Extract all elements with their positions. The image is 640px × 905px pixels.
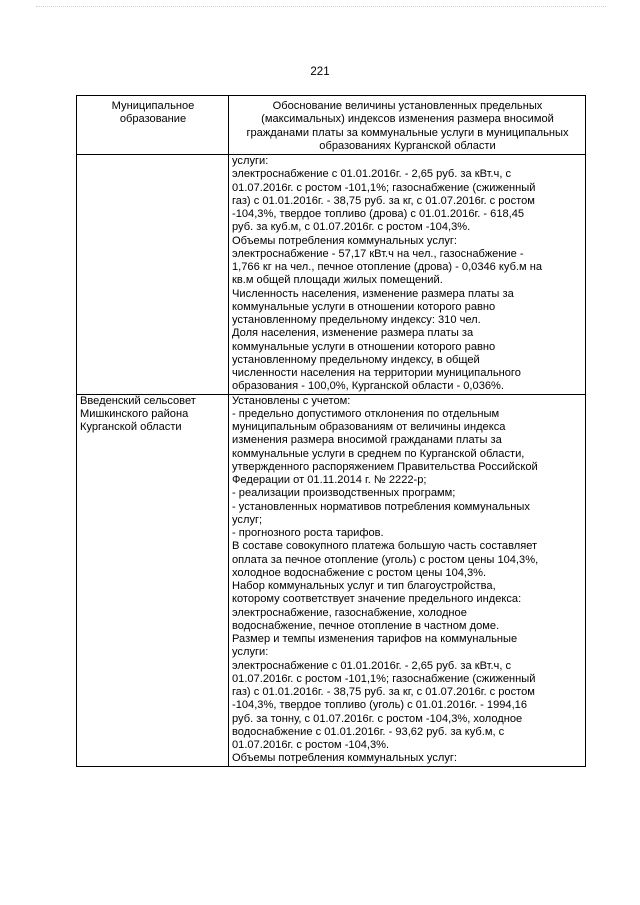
text-line: утвержденного распоряжением Правительства Российской bbox=[232, 460, 538, 473]
text-line: 01.07.2016г. с ростом -101,1%; газоснабжение (сжиженный bbox=[232, 672, 536, 685]
municipality-name-line: Мишкинского района bbox=[80, 407, 189, 420]
row1-justification-cell bbox=[229, 155, 586, 395]
table-header-row bbox=[77, 96, 586, 155]
text-line: - прогнозного роста тарифов. bbox=[232, 527, 384, 539]
text-line: 01.07.2016г. с ростом -104,3%. bbox=[232, 739, 390, 751]
text-line: Набор коммунальных услуг и тип благоустройства, bbox=[232, 580, 496, 592]
text-line: руб. за куб.м, с 01.07.2016г. с ростом -104,3%. bbox=[232, 221, 471, 234]
header-justification: Обоснование величины установленных предельных (максимальных) индексов изменения размера вносимой гражданами платы за коммунальные услуги в муниципальных образованиях Курганской области bbox=[229, 96, 586, 155]
text-line: Федерации от 01.11.2014 г. № 2222-р; bbox=[232, 474, 427, 486]
municipality-name-line: Курганской области bbox=[80, 421, 182, 433]
text-line: электроснабжение - 57,17 кВт.ч на чел., газоснабжение - bbox=[232, 247, 524, 260]
text-line: Размер и темпы изменения тарифов на коммунальные bbox=[232, 633, 518, 645]
text-line: электроснабжение с 01.01.2016г. - 2,65 руб. за кВт.ч, с bbox=[232, 659, 512, 672]
row2-municipality-cell bbox=[77, 394, 229, 766]
table-row bbox=[77, 394, 586, 766]
text-line: 01.07.2016г. с ростом -101,1%; газоснабжение (сжиженный bbox=[232, 181, 536, 194]
text-line: оплата за печное отопление (уголь) с ростом цены 104,3%, bbox=[232, 553, 539, 566]
text-line: услуги: bbox=[232, 646, 269, 659]
scan-artifact-line bbox=[36, 6, 606, 8]
text-line: водоснабжение, печное отопление в частном доме. bbox=[232, 619, 500, 632]
row1-municipality-cell bbox=[77, 155, 229, 395]
text-line: услуг; bbox=[232, 513, 263, 526]
text-line: В составе совокупного платежа большую часть составляет bbox=[232, 540, 538, 553]
text-line: -104,3%, твердое топливо (уголь) с 01.01.2016г. - 1994,16 bbox=[232, 699, 528, 712]
text-line: газ) с 01.01.2016г. - 38,75 руб. за кг, с 01.07.2016г. с ростом bbox=[232, 194, 535, 207]
text-line: 1,766 кг на чел., печное отопление (дрова) - 0,0346 куб.м на bbox=[232, 261, 543, 273]
text-line: установленному предельному индексу: 310 чел. bbox=[232, 314, 481, 326]
text-line: образования - 100,0%, Курганской области - 0,036%. bbox=[232, 380, 504, 393]
municipality-name-line: Введенский сельсовет bbox=[80, 394, 196, 407]
text-line: водоснабжение с 01.01.2016г. - 93,62 руб. за куб.м, с bbox=[232, 725, 505, 738]
text-line: изменения размера вносимой гражданами платы за bbox=[232, 434, 502, 447]
text-line: холодное водоснабжение с ростом цены 104,3%. bbox=[232, 566, 487, 579]
text-line: - установленных нормативов потребления коммунальных bbox=[232, 500, 530, 513]
page-number: 221 bbox=[310, 66, 330, 78]
header-municipality: Муниципальное образование bbox=[77, 96, 229, 155]
text-line: кв.м общей площади жилых помещений. bbox=[232, 274, 443, 287]
text-line: электроснабжение с 01.01.2016г. - 2,65 руб. за кВт.ч, с bbox=[232, 168, 512, 181]
text-line: Объемы потребления коммунальных услуг: bbox=[232, 752, 458, 765]
text-line: коммунальные услуги в отношении которого равно bbox=[232, 300, 496, 313]
text-line: газ) с 01.01.2016г. - 38,75 руб. за кг, с 01.07.2016г. с ростом bbox=[232, 686, 535, 698]
text-line: - предельно допустимого отклонения по отдельным bbox=[232, 407, 500, 420]
text-line: коммунальные услуги в отношении которого равно bbox=[232, 340, 496, 353]
text-line: численности населения на территории муниципального bbox=[232, 367, 521, 379]
text-line: коммунальные услуги в среднем по Курганской области, bbox=[232, 447, 525, 460]
text-line: Численность населения, изменение размера платы за bbox=[232, 287, 514, 300]
text-line: руб. за тонну, с 01.07.2016г. с ростом -104,3%, холодное bbox=[232, 712, 523, 725]
text-line: Объемы потребления коммунальных услуг: bbox=[232, 234, 458, 247]
text-line: установленному предельному индексу, в общей bbox=[232, 353, 480, 366]
text-line: Установлены с учетом: bbox=[232, 394, 351, 407]
text-line: муниципальным образованиям от величины индекса bbox=[232, 421, 506, 433]
text-line: Доля населения, изменение размера платы за bbox=[232, 327, 474, 340]
justification-table bbox=[76, 95, 586, 767]
text-line: -104,3%, твердое топливо (дрова) с 01.01.2016г. - 618,45 bbox=[232, 208, 525, 220]
text-line: - реализации производственных программ; bbox=[232, 487, 456, 500]
text-line: электроснабжение, газоснабжение, холодное bbox=[232, 606, 467, 619]
text-line: которому соответствует значение предельного индекса: bbox=[232, 593, 522, 606]
row2-justification-cell bbox=[229, 394, 586, 766]
table-row bbox=[77, 155, 586, 395]
text-line: услуги: bbox=[232, 155, 269, 167]
